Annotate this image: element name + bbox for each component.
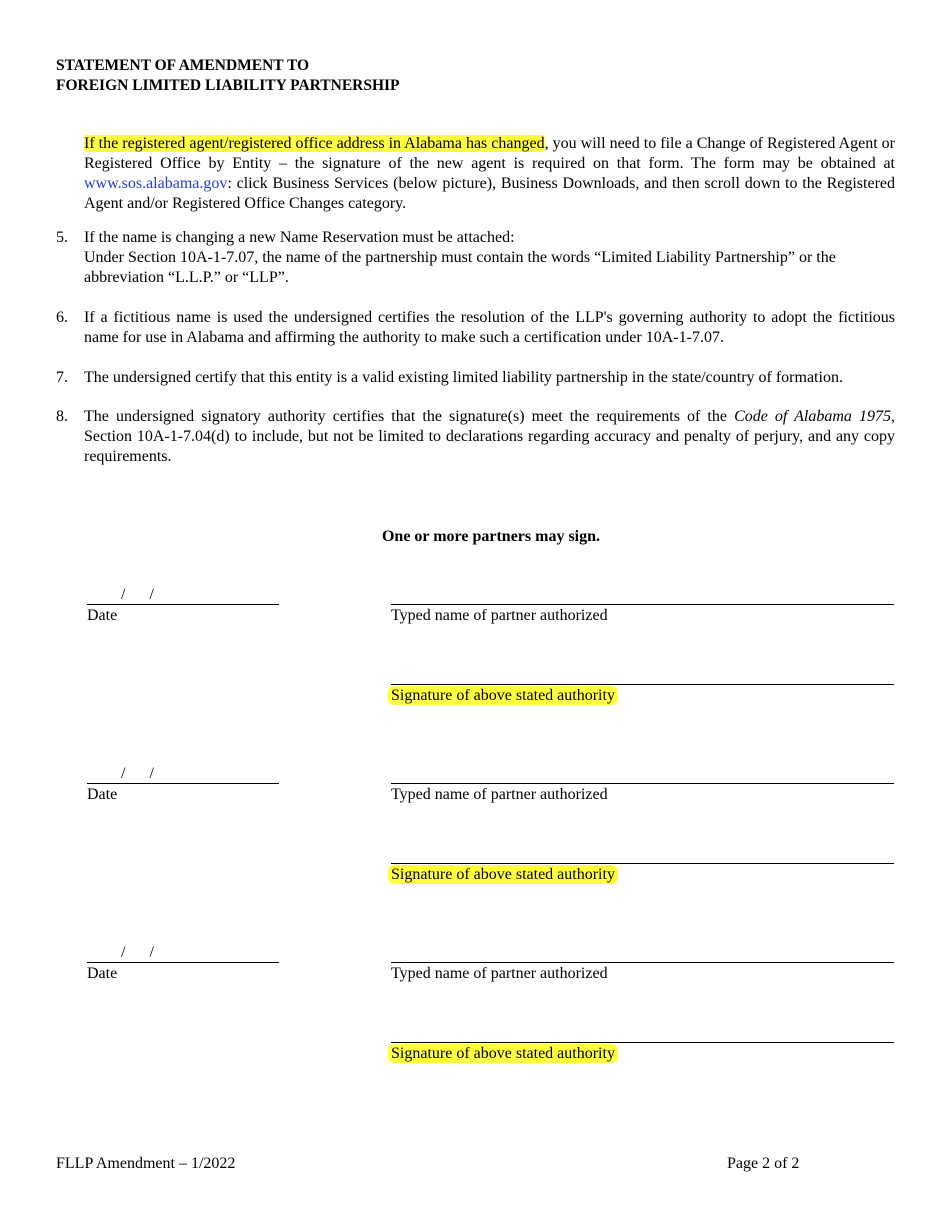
title-line-2: FOREIGN LIMITED LIABILITY PARTNERSHIP <box>56 77 400 94</box>
item-8-text-b: , Section 10A-1-7.04(d) to include, but not be limited to declarations regarding accuracy and penalty of perjury, and any copy requirements. <box>84 408 896 465</box>
date-label: Date <box>87 786 118 803</box>
signature-label <box>391 865 618 885</box>
typed-name-field[interactable] <box>391 783 894 784</box>
item-7-text: The undersigned certify that this entity is a valid existing limited liability partnership in the state/country of formation. <box>84 369 843 386</box>
typed-name-label: Typed name of partner authorized <box>391 965 608 982</box>
date-slashes: / / <box>121 765 154 782</box>
page-number: Page 2 of 2 <box>727 1155 800 1172</box>
date-slashes: / / <box>121 944 154 961</box>
signature-label <box>391 686 618 706</box>
typed-name-field[interactable] <box>391 962 894 963</box>
item-5-number: 5. <box>56 229 68 246</box>
item-7-number: 7. <box>56 369 68 386</box>
date-field[interactable] <box>87 783 279 784</box>
date-label: Date <box>87 607 118 624</box>
signature-field[interactable] <box>391 1042 894 1043</box>
highlighted-notice: If the registered agent/registered office address in Alabama has changed <box>84 135 545 152</box>
signature-label-text: Signature of above stated authority <box>388 1044 618 1063</box>
item-5-text <box>84 228 895 288</box>
item-5-line-2: Under Section 10A-1-7.07, the name of the partnership must contain the words “Limited Liability Partnership” or the abbreviation “L.L.P.” or “LLP”. <box>84 249 836 286</box>
typed-name-field[interactable] <box>391 604 894 605</box>
registered-agent-paragraph <box>84 134 895 214</box>
code-of-alabama-citation: Code of Alabama 1975 <box>734 408 892 425</box>
signature-field[interactable] <box>391 684 894 685</box>
signature-label <box>391 1044 618 1064</box>
date-label: Date <box>87 965 118 982</box>
item-8-text <box>84 407 895 467</box>
form-id-footer: FLLP Amendment – 1/2022 <box>56 1155 236 1172</box>
item-8-text-a: The undersigned signatory authority certifies that the signature(s) meet the requirements of the <box>84 408 735 425</box>
item-8-number: 8. <box>56 408 68 425</box>
intro-text-2: : click Business Services (below picture), Business Downloads, and then scroll down to the Registered Agent and/or Registered Office Changes category. <box>84 175 895 212</box>
typed-name-label: Typed name of partner authorized <box>391 607 608 624</box>
date-field[interactable] <box>87 604 279 605</box>
document-title <box>56 56 400 96</box>
item-6-text: If a fictitious name is used the undersigned certifies the resolution of the LLP's governing authority to adopt the fictitious name for use in Alabama and affirming the authority to make such a certification under 10A-1-7.07. <box>84 309 895 346</box>
signature-label-text: Signature of above stated authority <box>388 865 618 884</box>
item-5-line-1: If the name is changing a new Name Reservation must be attached: <box>84 229 515 246</box>
date-field[interactable] <box>87 962 279 963</box>
signature-field[interactable] <box>391 863 894 864</box>
title-line-1: STATEMENT OF AMENDMENT TO <box>56 57 310 74</box>
sos-website-link[interactable]: www.sos.alabama.gov <box>84 175 228 192</box>
date-slashes: / / <box>121 586 154 603</box>
signature-label-text: Signature of above stated authority <box>388 686 618 705</box>
intro-text-1: , you will need to file a Change of Registered Agent or Registered Office by Entity – the signature of the new agent is required on that form. The form may be obtained at <box>84 135 895 172</box>
typed-name-label: Typed name of partner authorized <box>391 786 608 803</box>
item-6-number: 6. <box>56 309 68 326</box>
sign-note: One or more partners may sign. <box>381 528 601 545</box>
